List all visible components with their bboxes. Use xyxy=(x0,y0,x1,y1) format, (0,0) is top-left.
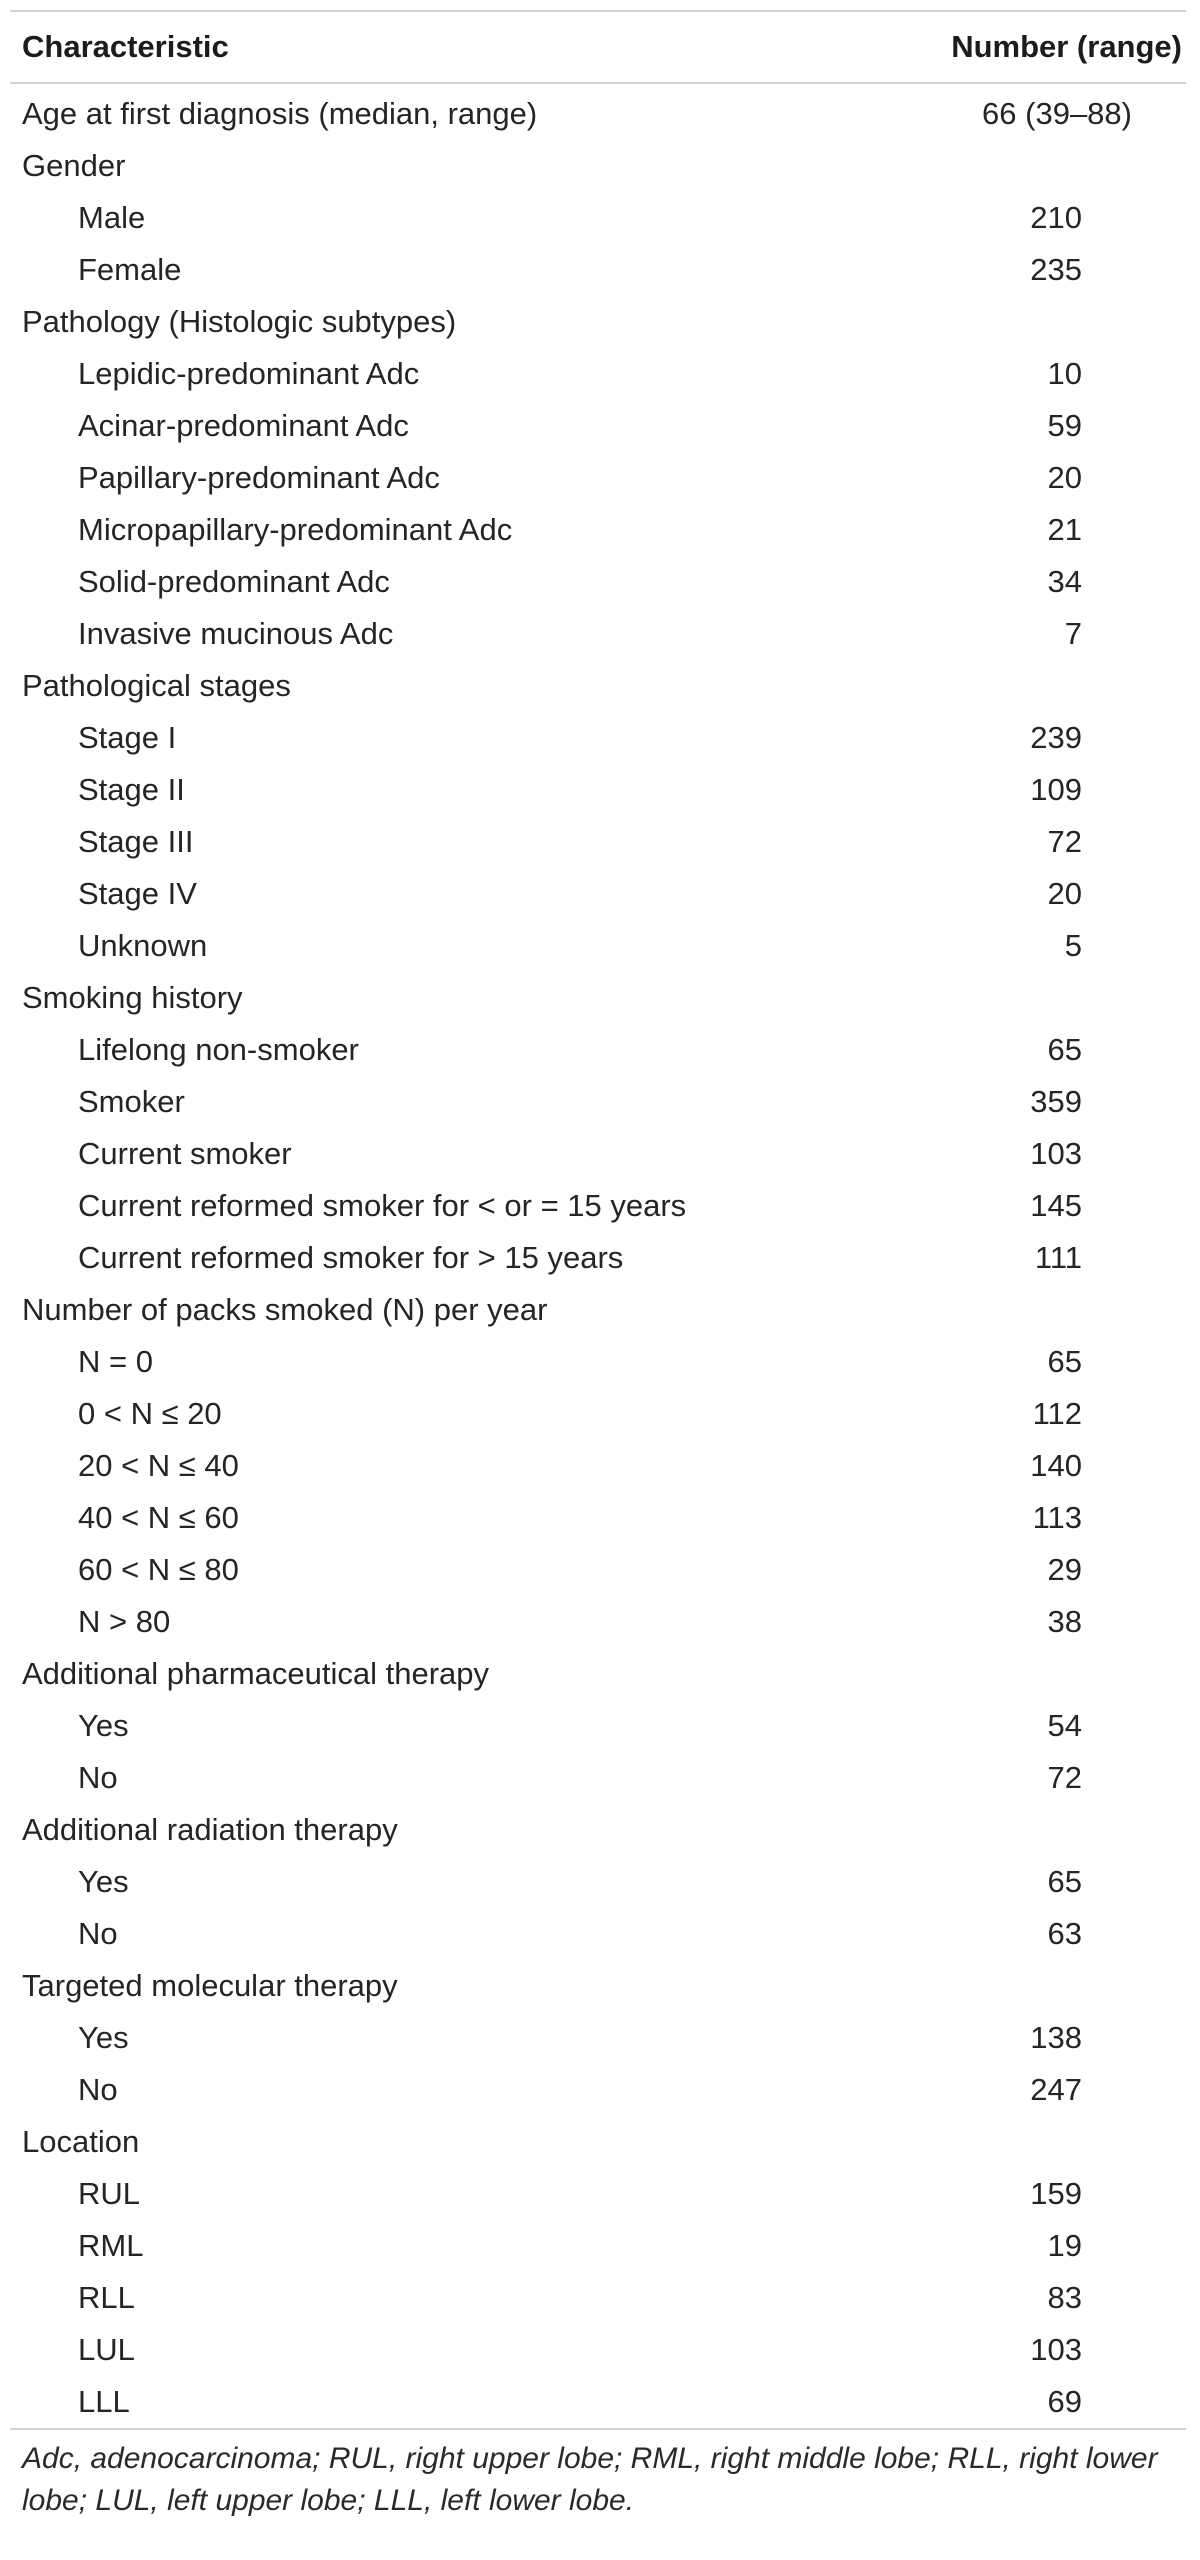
row-value: 65 xyxy=(1047,1032,1082,1067)
row-label: N = 0 xyxy=(78,1344,153,1379)
table-row xyxy=(10,2064,1186,2116)
row-value: 138 xyxy=(1030,2020,1082,2055)
table-row xyxy=(10,712,1186,764)
table-row xyxy=(10,244,1186,296)
table-row xyxy=(10,608,1186,660)
row-label: 60 < N ≤ 80 xyxy=(78,1552,239,1587)
table-row xyxy=(10,556,1186,608)
table-row xyxy=(10,764,1186,816)
row-label: Pathological stages xyxy=(22,668,291,703)
row-value: 20 xyxy=(1047,460,1082,495)
row-value: 54 xyxy=(1047,1708,1082,1743)
table-row-category xyxy=(10,1960,1186,2012)
table-row xyxy=(10,192,1186,244)
table-row-category xyxy=(10,1648,1186,1700)
row-value: 210 xyxy=(1030,200,1082,235)
table-row xyxy=(10,1908,1186,1960)
row-value: 247 xyxy=(1030,2072,1082,2107)
table-row xyxy=(10,400,1186,452)
row-value: 109 xyxy=(1030,772,1082,807)
row-value: 103 xyxy=(1030,2332,1082,2367)
row-value: 69 xyxy=(1047,2384,1082,2419)
row-value: 65 xyxy=(1047,1864,1082,1899)
row-value: 66 (39–88) xyxy=(982,96,1132,131)
row-label: Stage I xyxy=(78,720,177,755)
row-label: Smoker xyxy=(78,1084,185,1119)
row-label: Stage III xyxy=(78,824,194,859)
table-row xyxy=(10,2376,1186,2428)
row-label: Yes xyxy=(78,2020,129,2055)
table-row xyxy=(10,920,1186,972)
row-label: LLL xyxy=(78,2384,130,2419)
row-label: Current smoker xyxy=(78,1136,292,1171)
row-value: 29 xyxy=(1047,1552,1082,1587)
row-label: Targeted molecular therapy xyxy=(22,1968,398,2003)
row-label: Stage II xyxy=(78,772,185,807)
header-number-range: Number (range) xyxy=(951,29,1182,64)
row-value: 5 xyxy=(1064,928,1082,963)
table-row xyxy=(10,2220,1186,2272)
table-row xyxy=(10,1232,1186,1284)
row-value: 103 xyxy=(1030,1136,1082,1171)
table-row-category xyxy=(10,140,1186,192)
row-label: 0 < N ≤ 20 xyxy=(78,1396,222,1431)
row-label: Lepidic-predominant Adc xyxy=(78,356,420,391)
table-row xyxy=(10,452,1186,504)
row-value: 239 xyxy=(1030,720,1082,755)
table-row xyxy=(10,1752,1186,1804)
row-label: Location xyxy=(22,2124,140,2159)
table-row xyxy=(10,1388,1186,1440)
row-value: 145 xyxy=(1030,1188,1082,1223)
row-label: Unknown xyxy=(78,928,208,963)
row-label: Invasive mucinous Adc xyxy=(78,616,394,651)
row-label: No xyxy=(78,1760,118,1795)
table-row xyxy=(10,1440,1186,1492)
row-label: Solid-predominant Adc xyxy=(78,564,390,599)
row-label: Age at first diagnosis (median, range) xyxy=(22,96,538,131)
table-row-category xyxy=(10,2116,1186,2168)
table-row xyxy=(10,868,1186,920)
row-value: 235 xyxy=(1030,252,1082,287)
row-label: Yes xyxy=(78,1864,129,1899)
row-value: 72 xyxy=(1047,824,1082,859)
row-label: Pathology (Histologic subtypes) xyxy=(22,304,457,339)
header-characteristic: Characteristic xyxy=(22,29,229,64)
row-label: LUL xyxy=(78,2332,135,2367)
row-value: 21 xyxy=(1047,512,1082,547)
row-label: RLL xyxy=(78,2280,135,2315)
table-row-category xyxy=(10,660,1186,712)
table-row xyxy=(10,2272,1186,2324)
row-value: 159 xyxy=(1030,2176,1082,2211)
row-value: 20 xyxy=(1047,876,1082,911)
row-label: Additional pharmaceutical therapy xyxy=(22,1656,489,1691)
row-label: Female xyxy=(78,252,182,287)
row-value: 83 xyxy=(1047,2280,1082,2315)
row-label: RUL xyxy=(78,2176,141,2211)
table-row xyxy=(10,816,1186,868)
table-row-category xyxy=(10,88,1186,140)
row-label: Lifelong non-smoker xyxy=(78,1032,359,1067)
row-label: Current reformed smoker for > 15 years xyxy=(78,1240,624,1275)
row-label: Acinar-predominant Adc xyxy=(78,408,409,443)
table-row xyxy=(10,1544,1186,1596)
table-row xyxy=(10,1180,1186,1232)
table-row xyxy=(10,1700,1186,1752)
row-value: 65 xyxy=(1047,1344,1082,1379)
table-row-category xyxy=(10,296,1186,348)
row-label: N > 80 xyxy=(78,1604,171,1639)
table-row xyxy=(10,2324,1186,2376)
table-row xyxy=(10,2012,1186,2064)
row-value: 38 xyxy=(1047,1604,1082,1639)
table-row xyxy=(10,504,1186,556)
table-row xyxy=(10,1492,1186,1544)
row-value: 7 xyxy=(1064,616,1082,651)
row-label: Gender xyxy=(22,148,126,183)
table-row xyxy=(10,1128,1186,1180)
table-row xyxy=(10,348,1186,400)
row-label: Additional radiation therapy xyxy=(22,1812,398,1847)
row-label: 40 < N ≤ 60 xyxy=(78,1500,239,1535)
table-row-category xyxy=(10,972,1186,1024)
row-value: 112 xyxy=(1032,1396,1082,1431)
row-value: 72 xyxy=(1047,1760,1082,1795)
table-body xyxy=(10,84,1186,2428)
row-value: 10 xyxy=(1047,356,1082,391)
row-value: 359 xyxy=(1030,1084,1082,1119)
row-value: 59 xyxy=(1047,408,1082,443)
row-label: Yes xyxy=(78,1708,129,1743)
row-label: Smoking history xyxy=(22,980,243,1015)
row-label: RML xyxy=(78,2228,144,2263)
table-row xyxy=(10,1336,1186,1388)
row-value: 113 xyxy=(1032,1500,1082,1535)
row-label: No xyxy=(78,1916,118,1951)
row-value: 63 xyxy=(1047,1916,1082,1951)
row-value: 111 xyxy=(1034,1240,1082,1275)
table-row-category xyxy=(10,1804,1186,1856)
row-label: Papillary-predominant Adc xyxy=(78,460,440,495)
characteristics-table xyxy=(10,10,1186,2522)
row-label: Male xyxy=(78,200,146,235)
table-footnote: Adc, adenocarcinoma; RUL, right upper lobe; RML, right middle lobe; RLL, right lower lobe; LUL, left upper lobe; LLL, left lower lobe. xyxy=(22,2442,1158,2517)
row-label: Number of packs smoked (N) per year xyxy=(22,1292,548,1327)
table-row xyxy=(10,1856,1186,1908)
row-value: 34 xyxy=(1047,564,1082,599)
table-row xyxy=(10,1024,1186,1076)
row-label: No xyxy=(78,2072,118,2107)
row-label: 20 < N ≤ 40 xyxy=(78,1448,239,1483)
row-value: 140 xyxy=(1030,1448,1082,1483)
table-row xyxy=(10,2168,1186,2220)
row-label: Micropapillary-predominant Adc xyxy=(78,512,513,547)
table-row xyxy=(10,1596,1186,1648)
table-row-category xyxy=(10,1284,1186,1336)
table-row xyxy=(10,1076,1186,1128)
row-value: 19 xyxy=(1047,2228,1082,2263)
row-label: Stage IV xyxy=(78,876,197,911)
row-label: Current reformed smoker for < or = 15 years xyxy=(78,1188,687,1223)
table-header xyxy=(10,12,1186,82)
